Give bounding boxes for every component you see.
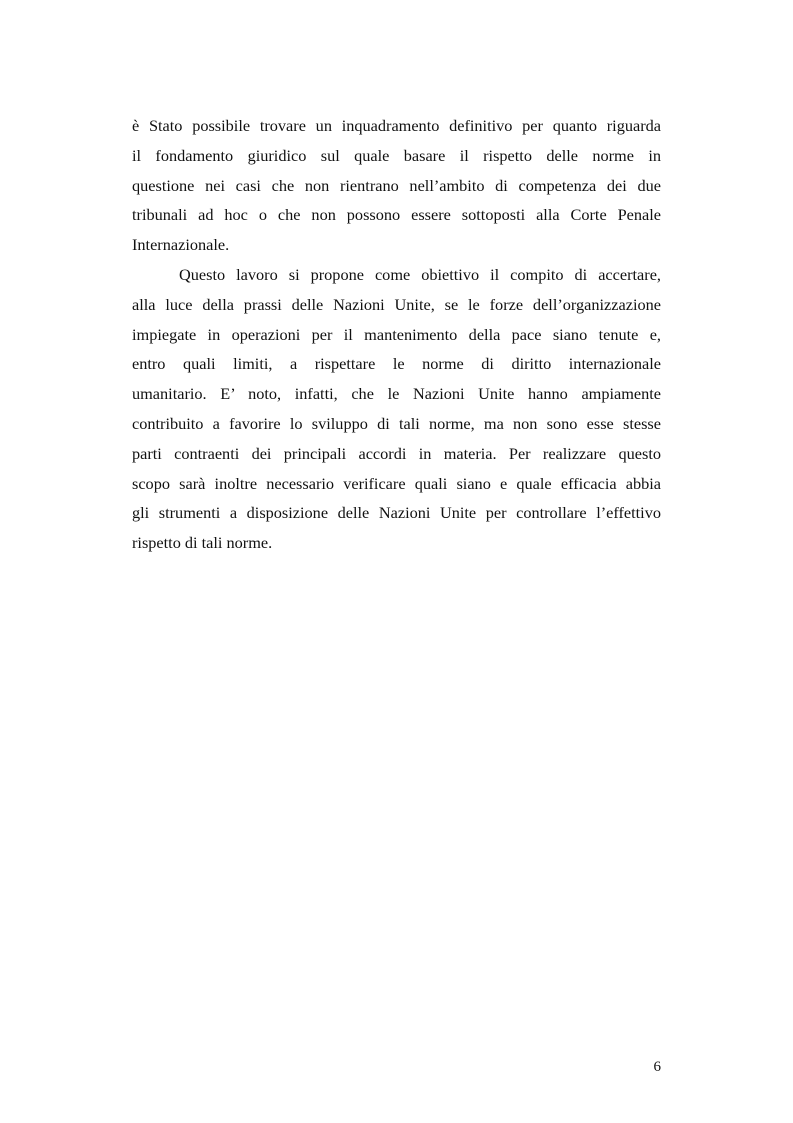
text-line: entro quali limiti, a rispettare le norme di diritto internazionale — [132, 354, 661, 374]
body-text — [132, 111, 661, 558]
text-line: Internazionale. — [132, 235, 230, 255]
text-line: è Stato possibile trovare un inquadramento definitivo per quanto riguarda — [132, 116, 661, 135]
text-line: questione nei casi che non rientrano nell’ambito di competenza dei due — [132, 175, 661, 195]
text-line: scopo sarà inoltre necessario verificare quali siano e quale efficacia abbia — [132, 473, 661, 493]
page-number: 6 — [653, 1059, 661, 1075]
text-line: parti contraenti dei principali accordi in materia. Per realizzare questo — [132, 443, 661, 463]
text-line: tribunali ad hoc o che non possono essere sottoposti alla Corte Penale — [132, 205, 661, 225]
paragraph-1 — [132, 111, 661, 260]
text-line: umanitario. E’ noto, infatti, che le Nazioni Unite hanno ampiamente — [132, 384, 661, 404]
text-line: impiegate in operazioni per il mantenimento della pace siano tenute e, — [132, 324, 661, 344]
text-line: il fondamento giuridico sul quale basare il rispetto delle norme in — [132, 145, 661, 165]
text-line: rispetto di tali norme. — [132, 533, 273, 553]
text-line: alla luce della prassi delle Nazioni Unite, se le forze dell’organizzazione — [132, 294, 661, 314]
text-line: contribuito a favorire lo sviluppo di tali norme, ma non sono esse stesse — [132, 413, 661, 433]
text-line: Questo lavoro si propone come obiettivo il compito di accertare, — [179, 264, 661, 284]
paragraph-2 — [132, 260, 661, 558]
text-line: gli strumenti a disposizione delle Nazioni Unite per controllare l’effettivo — [132, 503, 661, 523]
